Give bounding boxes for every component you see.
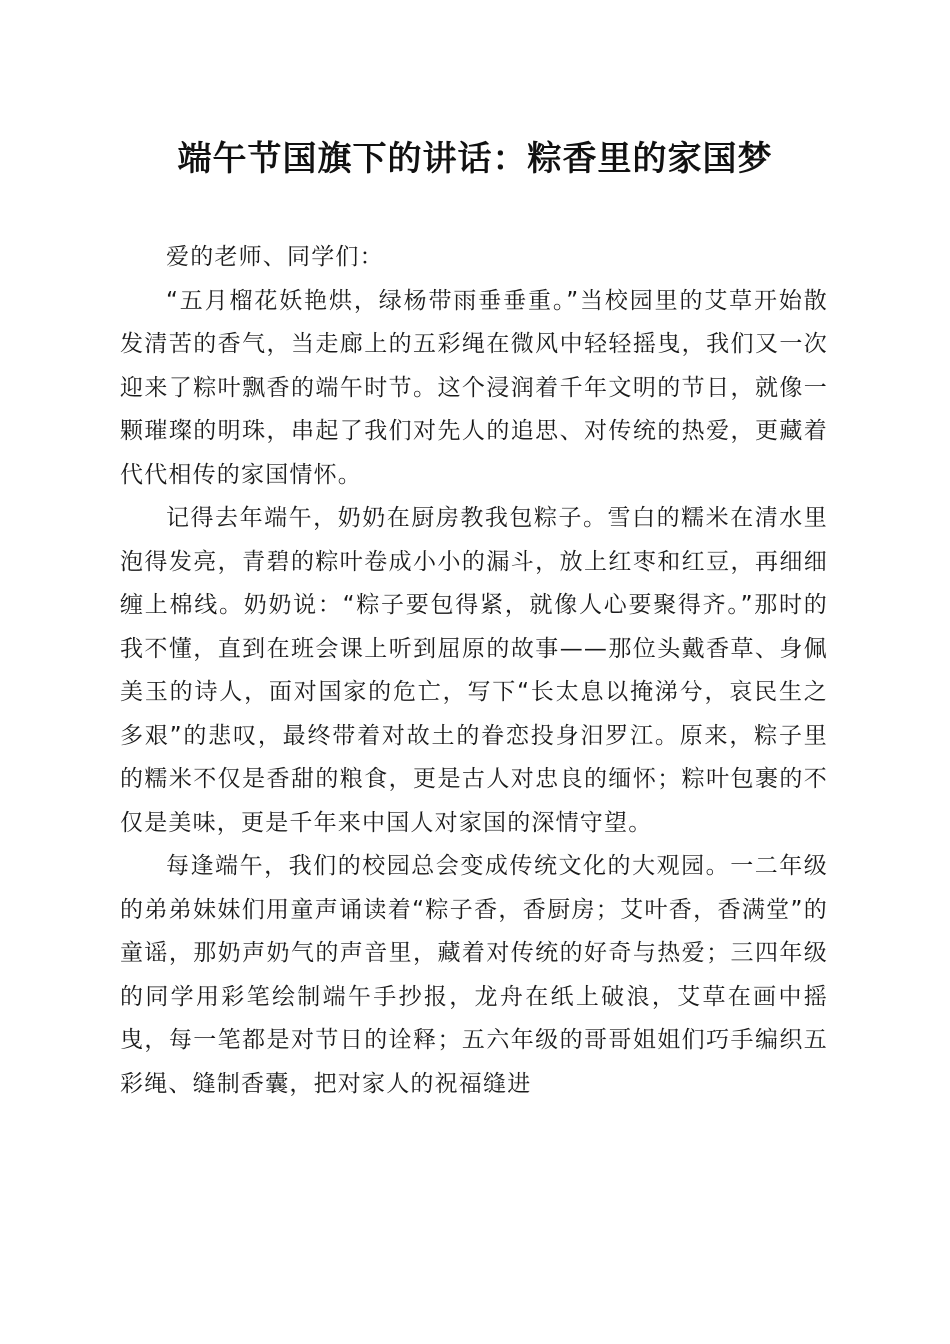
greeting-paragraph: 爱的老师、同学们： xyxy=(166,244,384,270)
document-body xyxy=(120,236,828,1106)
paragraph-1: “五月榴花妖艳烘，绿杨带雨垂垂重。”当校园里的艾草开始散发清苦的香气，当走廊上的五彩绳在微风中轻轻摇曳，我们又一次迎来了粽叶飘香的端午时节。这个浸润着千年文明的节日，就像一颗璀璨的明珠，串起了我们对先人的追思、对传统的热爱，更藏着代代相传的家国情怀。 xyxy=(120,287,828,488)
paragraph-3: 每逢端午，我们的校园总会变成传统文化的大观园。一二年级的弟弟妹妹们用童声诵读着“粽子香，香厨房；艾叶香，香满堂”的童谣，那奶声奶气的声音里，藏着对传统的好奇与热爱；三四年级的同学用彩笔绘制端午手抄报，龙舟在纸上破浪，艾草在画中摇曳，每一笔都是对节日的诠释；五六年级的哥哥姐姐们巧手编织五彩绳、缝制香囊，把对家人的祝福缝进 xyxy=(120,853,828,1097)
document-title: 端午节国旗下的讲话：粽香里的家国梦 xyxy=(177,139,773,179)
paragraph-2: 记得去年端午，奶奶在厨房教我包粽子。雪白的糯米在清水里泡得发亮，青碧的粽叶卷成小小的漏斗，放上红枣和红豆，再细细缠上棉线。奶奶说：“粽子要包得紧，就像人心要聚得齐。”那时的我不懂，直到在班会课上听到屈原的故事——那位头戴香草、身佩美玉的诗人，面对国家的危亡，写下“长太息以掩涕兮，哀民生之多艰”的悲叹，最终带着对故土的眷恋投身汨罗江。原来，粽子里的糯米不仅是香甜的粮食，更是古人对忠良的缅怀；粽叶包裹的不仅是美味，更是千年来中国人对家国的深情守望。 xyxy=(120,505,828,836)
